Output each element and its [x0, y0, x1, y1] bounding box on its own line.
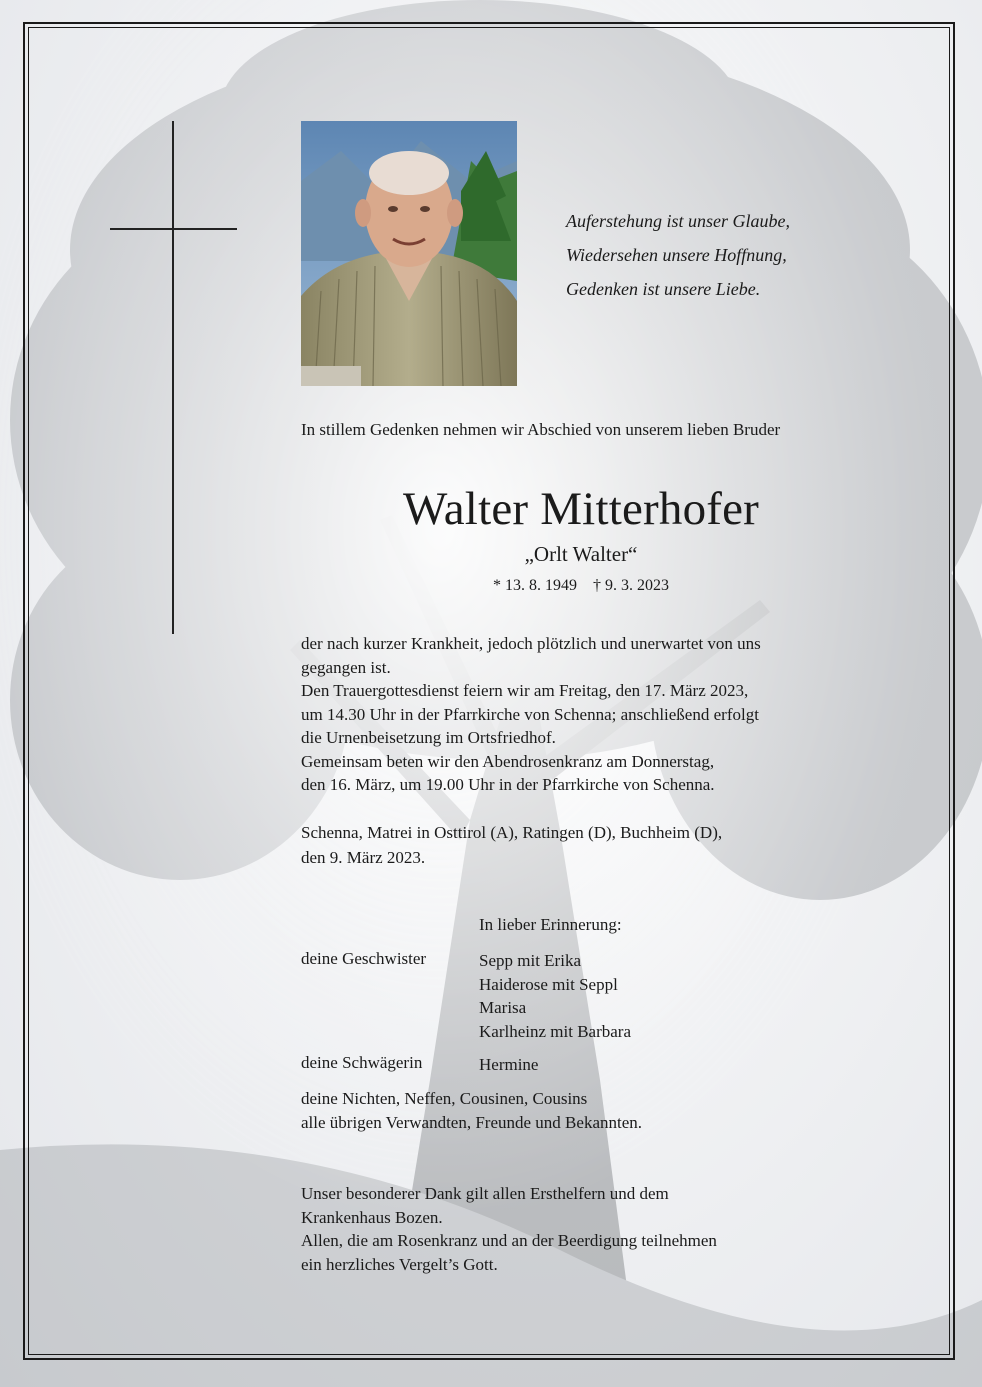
- quote-line: Auferstehung ist unser Glaube,: [566, 211, 790, 231]
- sibling-entry: Marisa: [479, 998, 527, 1017]
- other-relatives: [301, 1087, 642, 1135]
- sister-in-law-label: deine Schwägerin: [301, 1053, 423, 1072]
- siblings-list: [479, 949, 631, 1043]
- thanks-line: Allen, die am Rosenkranz und an der Beerdigung teilnehmen: [301, 1231, 717, 1250]
- death-date: † 9. 3. 2023: [593, 577, 669, 594]
- other-relatives-line: alle übrigen Verwandten, Freunde und Bekannten.: [301, 1113, 643, 1132]
- thanks-line: Krankenhaus Bozen.: [301, 1207, 443, 1227]
- thanks-line: ein herzliches Vergelt’s Gott.: [301, 1254, 498, 1274]
- deceased-nickname: „Orlt Walter“: [524, 542, 638, 566]
- portrait-photo: [301, 121, 517, 386]
- announcement-line: um 14.30 Uhr in der Pfarrkirche von Schenna; anschließend erfolgt: [301, 704, 759, 724]
- thanks-text: [301, 1182, 717, 1276]
- sister-in-law-entry: Hermine: [479, 1055, 539, 1074]
- deceased-name: Walter Mitterhofer: [402, 483, 760, 535]
- cross-horizontal-bar: [110, 228, 237, 230]
- memory-label: In lieber Erinnerung:: [479, 915, 622, 934]
- place-date-line: den 9. März 2023.: [301, 848, 426, 867]
- life-dates: [0, 577, 982, 595]
- announcement-line: Den Trauergottesdienst feiern wir am Freitag, den 17. März 2023,: [301, 681, 749, 700]
- siblings-label: deine Geschwister: [301, 949, 427, 968]
- birth-date: * 13. 8. 1949: [493, 577, 577, 594]
- announcement-line: die Urnenbeisetzung im Ortsfriedhof.: [301, 728, 556, 747]
- announcement-line: den 16. März, um 19.00 Uhr in der Pfarrkirche von Schenna.: [301, 775, 715, 794]
- announcement-line: der nach kurzer Krankheit, jedoch plötzlich und unerwartet von uns: [301, 634, 761, 653]
- place-date-line: Schenna, Matrei in Osttirol (A), Ratingen (D), Buchheim (D),: [301, 823, 723, 842]
- intro-text: In stillem Gedenken nehmen wir Abschied von unserem lieben Bruder: [301, 420, 781, 439]
- place-and-date: [301, 820, 722, 870]
- sibling-entry: Sepp mit Erika: [479, 951, 581, 970]
- sister-in-law-list: [479, 1053, 538, 1077]
- announcement-line: Gemeinsam beten wir den Abendrosenkranz am Donnerstag,: [301, 751, 715, 771]
- quote-line: Gedenken ist unsere Liebe.: [566, 279, 761, 299]
- announcement-text: [301, 632, 761, 797]
- sibling-entry: Haiderose mit Seppl: [479, 974, 618, 994]
- quote-line: Wiedersehen unsere Hoffnung,: [566, 245, 787, 265]
- quote-verse: [566, 204, 790, 306]
- sibling-entry: Karlheinz mit Barbara: [479, 1021, 631, 1041]
- other-relatives-line: deine Nichten, Neffen, Cousinen, Cousins: [301, 1089, 588, 1108]
- announcement-line: gegangen ist.: [301, 657, 391, 677]
- thanks-line: Unser besonderer Dank gilt allen Ersthelfern und dem: [301, 1184, 669, 1203]
